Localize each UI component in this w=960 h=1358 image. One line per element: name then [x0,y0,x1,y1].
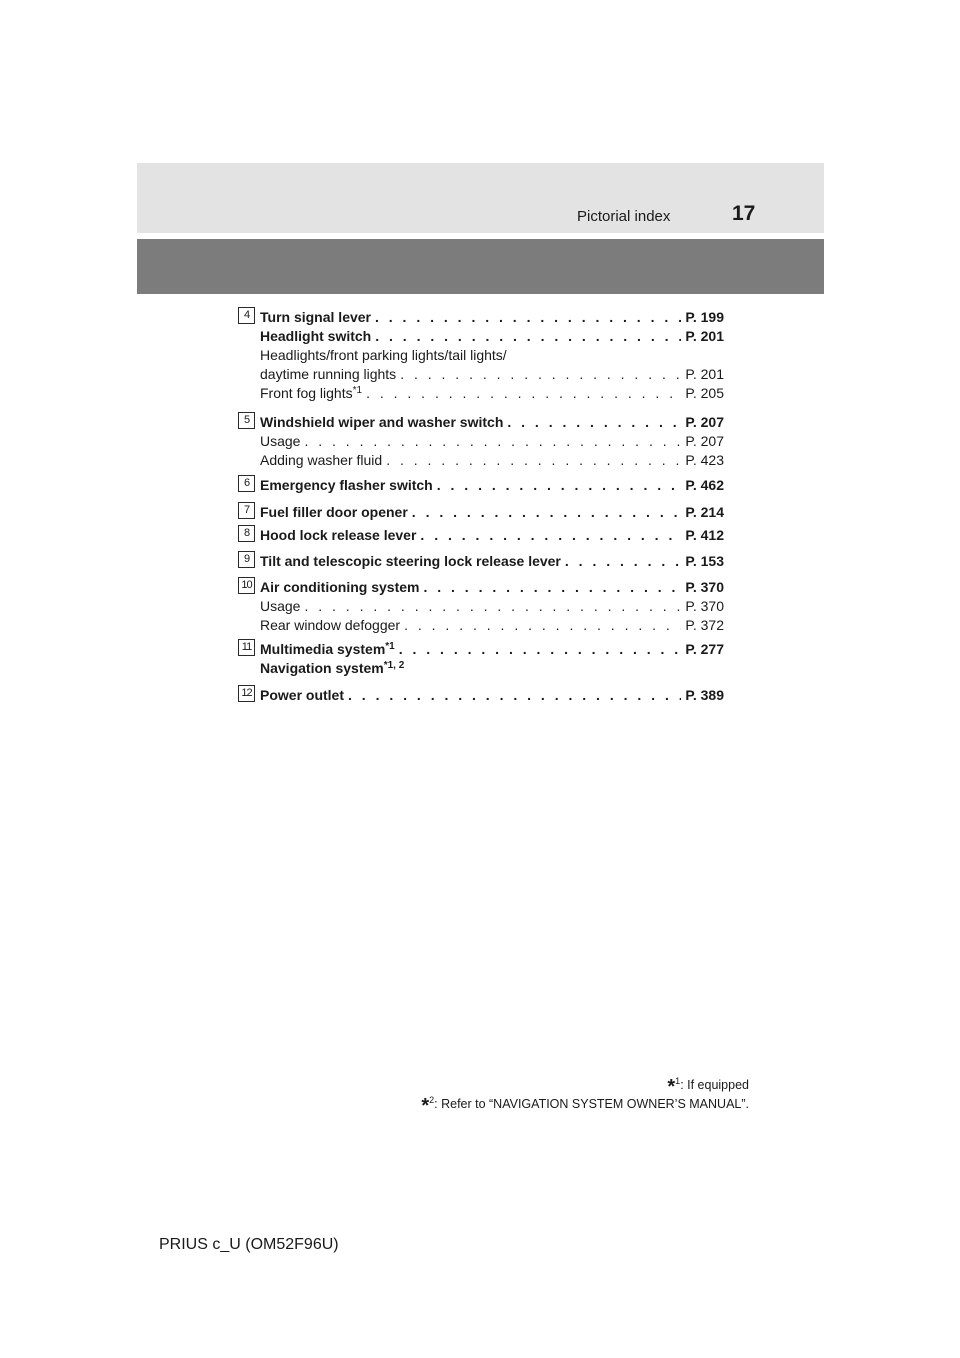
index-label-text: Tilt and telescopic steering lock release lever [260,553,561,569]
index-label [260,385,362,401]
page-reference[interactable]: P. 423 [685,452,724,468]
index-line-main[interactable] [260,474,724,493]
index-label-text: Windshield wiper and washer switch [260,414,504,430]
item-number-badge: 7 [238,502,255,519]
footnote-2 [421,1095,749,1118]
index-label [260,641,395,657]
index-label [260,504,408,520]
leader-dots [404,617,681,633]
index-label-text: Front fog lights [260,385,353,401]
index-label [260,579,419,595]
leader-dots [420,527,681,543]
page-reference[interactable]: P. 205 [685,385,724,401]
index-entry [238,550,724,569]
item-number-badge: 9 [238,551,255,568]
footnote-mark: * [667,1076,676,1098]
leader-dots [366,385,681,401]
footnote-mark: * [421,1095,430,1117]
leader-dots [304,433,681,449]
item-number-badge: 8 [238,525,255,542]
page-reference[interactable]: P. 462 [685,477,724,493]
leader-dots [565,553,681,569]
page-reference[interactable]: P. 277 [685,641,724,657]
item-number-badge: 10 [238,577,255,594]
item-number-badge: 12 [238,685,255,702]
index-line-main[interactable] [260,411,724,430]
leader-dots [386,452,681,468]
index-line-sub[interactable] [260,382,724,401]
page-reference[interactable]: P. 370 [685,579,724,595]
footnote-ref: *1 [352,385,363,396]
leader-dots [507,414,681,430]
page-reference[interactable]: P. 389 [685,687,724,703]
index-entry [238,576,724,633]
index-entry [238,306,724,401]
index-label-text: Headlights/front parking lights/tail lights/ [260,347,507,363]
index-label-text: Rear window defogger [260,617,401,633]
item-number-badge: 5 [238,412,255,429]
index-entry [238,411,724,468]
index-label-text: Adding washer fluid [260,452,383,468]
page-reference[interactable]: P. 207 [685,414,724,430]
index-entry [238,501,724,520]
page-reference[interactable]: P. 207 [685,433,724,449]
index-entry [238,638,724,676]
index-label-text: Usage [260,433,301,449]
item-number-badge: 6 [238,475,255,492]
index-label-text: Navigation system [260,660,384,676]
index-label-text: Fuel filler door opener [260,504,408,520]
page-reference[interactable]: P. 370 [685,598,724,614]
page-reference[interactable]: P. 153 [685,553,724,569]
index-label [260,452,382,468]
footnote-sup: 2 [429,1095,435,1105]
index-label-text: Emergency flasher switch [260,477,433,493]
index-label-text: daytime running lights [260,366,397,382]
footnote-text: : If equipped [680,1078,749,1092]
index-line-sub[interactable] [260,449,724,468]
page-reference[interactable]: P. 412 [685,527,724,543]
footnote-ref: *1, 2 [383,660,405,671]
index-label-text: Power outlet [260,687,345,703]
header-dark-band [137,239,824,294]
footnote-ref: *1 [385,641,395,652]
index-line-main[interactable] [260,325,724,344]
index-label [260,433,300,449]
page-reference[interactable]: P. 214 [685,504,724,520]
index-line-main[interactable] [260,638,724,657]
header-band [137,163,824,233]
page-reference[interactable]: P. 372 [685,617,724,633]
leader-dots [423,579,681,595]
index-label [260,309,371,325]
index-label [260,687,344,703]
index-label [260,553,561,569]
leader-dots [348,687,681,703]
page-reference[interactable]: P. 201 [685,366,724,382]
leader-dots [375,309,681,325]
index-label [260,617,400,633]
leader-dots [437,477,682,493]
index-line-main[interactable] [260,684,724,703]
index-line-sub[interactable] [260,363,724,382]
item-number-badge: 11 [238,639,255,656]
index-label [260,347,507,363]
index-line-sub[interactable] [260,344,724,363]
footnote-sup: 1 [675,1076,681,1086]
page-number: 17 [732,202,756,225]
index-label [260,527,416,543]
leader-dots [400,366,681,382]
page-reference[interactable]: P. 199 [685,309,724,325]
section-title: Pictorial index [577,208,671,225]
leader-dots [375,328,681,344]
index-label [260,328,371,344]
index-label-text: Hood lock release lever [260,527,417,543]
index-line-sub[interactable] [260,614,724,633]
index-line-main[interactable] [260,524,724,543]
index-label [260,660,404,676]
index-line-sub[interactable] [260,430,724,449]
leader-dots [399,641,682,657]
index-label-text: Headlight switch [260,328,372,344]
index-entry [238,524,724,543]
index-line-main[interactable] [260,306,724,325]
index-label-text: Multimedia system [260,641,386,657]
index-entry [238,474,724,493]
index-line-sub[interactable] [260,595,724,614]
index-label-text: Turn signal lever [260,309,371,325]
index-label [260,477,433,493]
item-number-badge: 4 [238,307,255,324]
index-label-text: Air conditioning system [260,579,420,595]
model-code: PRIUS c_U (OM52F96U) [159,1236,339,1253]
page-reference[interactable]: P. 201 [685,328,724,344]
index-label [260,366,396,382]
index-line-main[interactable] [260,657,724,676]
index-label [260,598,300,614]
leader-dots [412,504,682,520]
index-label [260,414,503,430]
index-entry [238,684,724,703]
index-line-main[interactable] [260,501,724,520]
index-label-text: Usage [260,598,301,614]
leader-dots [304,598,681,614]
index-line-main[interactable] [260,550,724,569]
footnote-text: : Refer to “NAVIGATION SYSTEM OWNER’S MANUAL”. [434,1097,749,1111]
index-line-main[interactable] [260,576,724,595]
